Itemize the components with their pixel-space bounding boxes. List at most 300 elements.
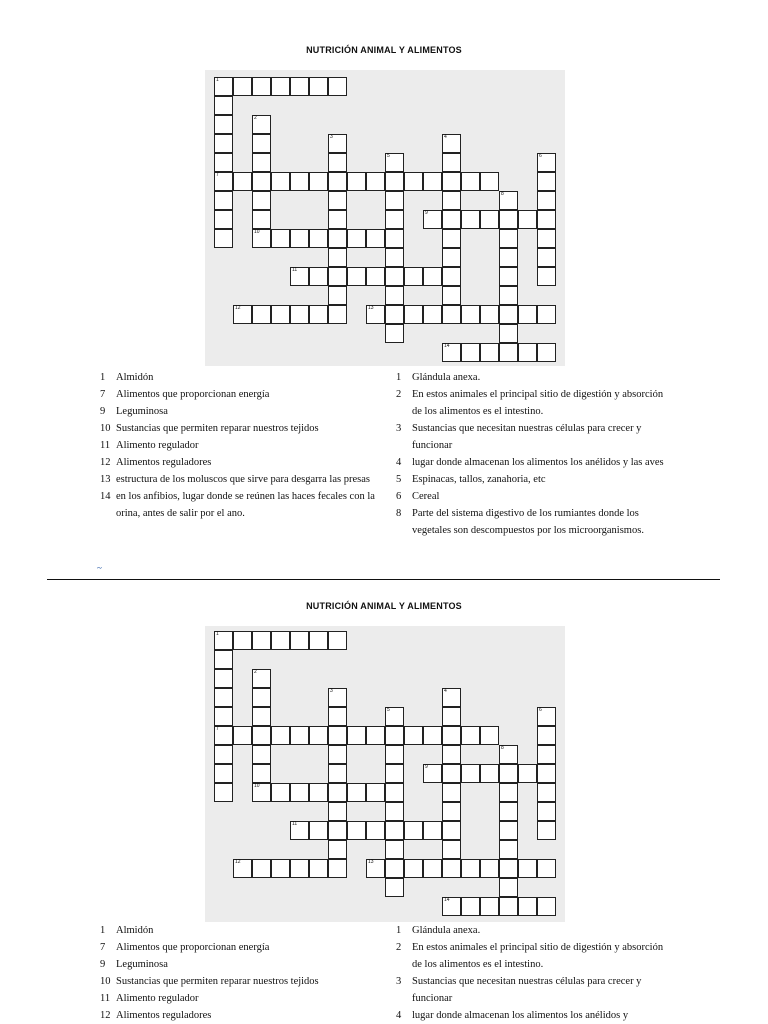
crossword-cell[interactable]	[385, 229, 404, 248]
clue-number: 14	[100, 491, 111, 502]
crossword-cell[interactable]	[442, 897, 461, 916]
crossword-cell[interactable]	[309, 229, 328, 248]
crossword-cell[interactable]	[423, 305, 442, 324]
crossword-cell[interactable]	[537, 802, 556, 821]
crossword-cell[interactable]	[328, 267, 347, 286]
clue-item	[100, 488, 390, 522]
crossword-cell[interactable]	[442, 134, 461, 153]
clue-number: 2	[396, 942, 402, 953]
crossword-cell[interactable]	[537, 229, 556, 248]
cell-number: 5	[387, 153, 390, 159]
crossword-cell[interactable]	[328, 286, 347, 305]
crossword-cell[interactable]	[423, 210, 442, 229]
crossword-cell[interactable]	[328, 764, 347, 783]
crossword-cell[interactable]	[442, 267, 461, 286]
crossword-cell[interactable]	[252, 764, 271, 783]
clue-text: Sustancias que necesitan nuestras células para crecer y funcionar	[412, 423, 642, 451]
crossword-cell[interactable]	[442, 305, 461, 324]
crossword-cell[interactable]	[385, 172, 404, 191]
crossword-cell[interactable]	[404, 172, 423, 191]
crossword-cell[interactable]	[290, 859, 309, 878]
crossword-cell[interactable]	[423, 267, 442, 286]
crossword-cell[interactable]	[214, 153, 233, 172]
crossword-cell[interactable]	[499, 210, 518, 229]
crossword-cell[interactable]	[214, 191, 233, 210]
crossword-cell[interactable]	[214, 229, 233, 248]
crossword-cell[interactable]	[461, 172, 480, 191]
crossword-cell[interactable]	[290, 172, 309, 191]
clue-item	[100, 973, 390, 990]
clue-text: Leguminosa	[116, 959, 168, 970]
crossword-cell[interactable]	[404, 859, 423, 878]
crossword-cell[interactable]	[252, 229, 271, 248]
crossword-cell[interactable]	[518, 343, 537, 362]
cell-number: 7	[216, 726, 219, 732]
clue-text: Espinacas, tallos, zanahoria, etc	[412, 474, 546, 485]
crossword-cell[interactable]	[442, 248, 461, 267]
crossword-cell[interactable]	[537, 745, 556, 764]
crossword-cell[interactable]	[366, 821, 385, 840]
crossword-cell[interactable]	[518, 210, 537, 229]
crossword-cell[interactable]	[214, 77, 233, 96]
crossword-cell[interactable]	[328, 745, 347, 764]
clue-text: Alimentos reguladores	[116, 457, 212, 468]
crossword-cell[interactable]	[499, 267, 518, 286]
crossword-cell[interactable]	[366, 172, 385, 191]
crossword-cell[interactable]	[442, 210, 461, 229]
clue-item	[396, 488, 671, 505]
crossword-cell[interactable]	[347, 172, 366, 191]
crossword-cell[interactable]	[461, 764, 480, 783]
crossword-cell[interactable]	[290, 77, 309, 96]
across-clues	[100, 369, 390, 522]
crossword-cell[interactable]	[366, 726, 385, 745]
crossword-cell[interactable]	[309, 172, 328, 191]
crossword-cell[interactable]	[328, 802, 347, 821]
crossword-cell[interactable]	[385, 802, 404, 821]
crossword-cell[interactable]	[233, 859, 252, 878]
cell-number: 2	[254, 669, 257, 675]
clue-number: 2	[396, 389, 402, 400]
crossword-cell[interactable]	[499, 191, 518, 210]
crossword-cell[interactable]	[499, 859, 518, 878]
crossword-cell[interactable]	[537, 153, 556, 172]
crossword-cell[interactable]	[461, 859, 480, 878]
crossword-cell[interactable]	[328, 172, 347, 191]
crossword-cell[interactable]	[537, 172, 556, 191]
crossword-cell[interactable]	[461, 726, 480, 745]
crossword-cell[interactable]	[271, 172, 290, 191]
clue-item	[396, 973, 671, 1007]
clue-text: En estos animales el principal sitio de digestión y absorción de los alimentos es el intestino.	[412, 942, 664, 970]
crossword-cell[interactable]	[385, 745, 404, 764]
crossword-cell[interactable]	[328, 153, 347, 172]
clue-number: 9	[100, 406, 106, 417]
crossword-cell[interactable]	[404, 821, 423, 840]
crossword-cell[interactable]	[347, 783, 366, 802]
crossword-cell[interactable]	[537, 248, 556, 267]
crossword-cell[interactable]	[233, 631, 252, 650]
crossword-cell[interactable]	[309, 305, 328, 324]
crossword-cell[interactable]	[252, 745, 271, 764]
clue-item	[396, 939, 671, 973]
cell-number: 8	[501, 191, 504, 197]
clue-number: 8	[396, 508, 402, 519]
clue-text: Sustancias que permiten reparar nuestros tejidos	[116, 976, 319, 987]
crossword-cell[interactable]	[499, 764, 518, 783]
crossword-cell[interactable]	[328, 783, 347, 802]
clue-text: Alimentos que proporcionan energía	[116, 942, 270, 953]
crossword-cell[interactable]	[328, 191, 347, 210]
crossword-cell[interactable]	[214, 172, 233, 191]
clue-text: Alimento regulador	[116, 993, 199, 1004]
crossword-cell[interactable]	[233, 77, 252, 96]
clue-item	[100, 956, 390, 973]
clue-item	[100, 939, 390, 956]
crossword-cell[interactable]	[499, 783, 518, 802]
crossword-cell[interactable]	[442, 783, 461, 802]
crossword-cell[interactable]	[537, 343, 556, 362]
crossword-cell[interactable]	[290, 631, 309, 650]
crossword-cell[interactable]	[214, 745, 233, 764]
crossword-cell[interactable]	[385, 286, 404, 305]
crossword-cell[interactable]	[328, 134, 347, 153]
crossword-cell[interactable]	[252, 210, 271, 229]
cell-number: 5	[387, 707, 390, 713]
cell-number: 1	[216, 631, 219, 637]
crossword-cell[interactable]	[461, 210, 480, 229]
crossword-cell[interactable]	[328, 229, 347, 248]
down-clues	[396, 369, 671, 539]
clue-item	[100, 990, 390, 1007]
clue-text: en los anfibios, lugar donde se reúnen las haces fecales con la orina, antes de salir por el ano.	[116, 491, 375, 519]
page-title-copy: NUTRICIÓN ANIMAL Y ALIMENTOS	[306, 601, 462, 611]
crossword-cell[interactable]	[233, 172, 252, 191]
crossword-cell[interactable]	[442, 821, 461, 840]
crossword-cell[interactable]	[442, 726, 461, 745]
cell-number: 1	[216, 77, 219, 83]
cell-number: 6	[539, 707, 542, 713]
crossword-cell[interactable]	[442, 764, 461, 783]
crossword-cell[interactable]	[252, 77, 271, 96]
clue-text: Almidón	[116, 925, 154, 936]
cell-number: 3	[330, 134, 333, 140]
crossword-cell[interactable]	[499, 343, 518, 362]
crossword-cell[interactable]	[252, 172, 271, 191]
clue-item	[100, 922, 390, 939]
crossword-cell[interactable]	[537, 821, 556, 840]
crossword-cell[interactable]	[385, 305, 404, 324]
crossword-cell[interactable]	[442, 745, 461, 764]
clue-number: 1	[396, 372, 402, 383]
clue-number: 6	[396, 491, 402, 502]
cell-number: 11	[292, 821, 298, 827]
clue-item	[396, 386, 671, 420]
crossword-cell[interactable]	[233, 726, 252, 745]
crossword-cell[interactable]	[385, 707, 404, 726]
clue-item	[396, 454, 671, 471]
clue-item	[396, 922, 671, 939]
crossword-cell[interactable]	[252, 783, 271, 802]
crossword-cell[interactable]	[537, 783, 556, 802]
crossword-cell[interactable]	[537, 764, 556, 783]
crossword-cell[interactable]	[347, 726, 366, 745]
crossword-cell[interactable]	[252, 191, 271, 210]
cell-number: 12	[235, 305, 241, 311]
crossword-cell[interactable]	[442, 802, 461, 821]
crossword-cell[interactable]	[309, 267, 328, 286]
crossword-cell[interactable]	[385, 153, 404, 172]
crossword-cell[interactable]	[252, 153, 271, 172]
crossword-cell[interactable]	[499, 897, 518, 916]
clue-text: Alimento regulador	[116, 440, 199, 451]
crossword-cell[interactable]	[252, 707, 271, 726]
crossword-cell[interactable]	[328, 248, 347, 267]
crossword-cell[interactable]	[214, 726, 233, 745]
crossword-cell[interactable]	[366, 229, 385, 248]
crossword-cell[interactable]	[423, 764, 442, 783]
crossword-cell[interactable]	[252, 688, 271, 707]
crossword-cell[interactable]	[537, 210, 556, 229]
crossword-cell[interactable]	[499, 324, 518, 343]
crossword-cell[interactable]	[385, 210, 404, 229]
crossword-cell[interactable]	[499, 878, 518, 897]
crossword-cell[interactable]	[366, 267, 385, 286]
crossword-cell[interactable]	[309, 631, 328, 650]
crossword-cell[interactable]	[518, 305, 537, 324]
crossword-cell[interactable]	[442, 153, 461, 172]
crossword-cell[interactable]	[366, 305, 385, 324]
crossword-cell[interactable]	[328, 688, 347, 707]
crossword-cell[interactable]	[252, 305, 271, 324]
crossword-cell[interactable]	[252, 134, 271, 153]
clue-number: 4	[396, 1010, 402, 1021]
crossword-cell[interactable]	[423, 821, 442, 840]
crossword-cell[interactable]	[537, 897, 556, 916]
crossword-cell[interactable]	[385, 267, 404, 286]
crossword-cell[interactable]	[499, 821, 518, 840]
crossword-cell[interactable]	[537, 859, 556, 878]
crossword-cell[interactable]	[499, 745, 518, 764]
crossword-cell[interactable]	[518, 897, 537, 916]
crossword-cell[interactable]	[423, 172, 442, 191]
clue-item	[100, 386, 390, 403]
crossword-cell[interactable]	[442, 707, 461, 726]
crossword-cell[interactable]	[480, 764, 499, 783]
crossword-cell[interactable]	[328, 210, 347, 229]
crossword-cell[interactable]	[366, 859, 385, 878]
crossword-cell[interactable]	[537, 267, 556, 286]
crossword-cell[interactable]	[309, 859, 328, 878]
crossword-cell[interactable]	[271, 859, 290, 878]
clue-text: lugar donde almacenan los alimentos los anélidos y las aves	[412, 457, 664, 468]
crossword-cell[interactable]	[518, 764, 537, 783]
crossword-cell[interactable]	[309, 821, 328, 840]
crossword-cell[interactable]	[214, 650, 233, 669]
cell-number: 4	[444, 688, 447, 694]
clue-number: 5	[396, 474, 402, 485]
crossword-cell[interactable]	[271, 726, 290, 745]
crossword-cell[interactable]	[309, 77, 328, 96]
crossword-cell[interactable]	[537, 191, 556, 210]
crossword-cell[interactable]	[290, 305, 309, 324]
crossword-cell[interactable]	[480, 343, 499, 362]
crossword-cell[interactable]	[252, 859, 271, 878]
crossword-cell[interactable]	[385, 783, 404, 802]
crossword-cell[interactable]	[442, 343, 461, 362]
crossword-cell[interactable]	[214, 783, 233, 802]
clue-number: 10	[100, 423, 111, 434]
crossword-cell[interactable]	[423, 859, 442, 878]
crossword-cell[interactable]	[214, 707, 233, 726]
crossword-cell[interactable]	[385, 191, 404, 210]
page-divider	[47, 579, 720, 580]
crossword-cell[interactable]	[290, 821, 309, 840]
clue-item	[100, 1007, 390, 1024]
crossword-cell[interactable]	[328, 840, 347, 859]
cell-number: 11	[292, 267, 298, 273]
crossword-cell[interactable]	[271, 783, 290, 802]
crossword-cell[interactable]	[461, 305, 480, 324]
crossword-cell[interactable]	[480, 897, 499, 916]
crossword-cell[interactable]	[252, 726, 271, 745]
clue-number: 11	[100, 993, 111, 1004]
crossword-cell[interactable]	[214, 688, 233, 707]
clue-number: 3	[396, 423, 402, 434]
crossword-cell[interactable]	[537, 305, 556, 324]
crossword-cell[interactable]	[385, 840, 404, 859]
crossword-cell[interactable]	[537, 707, 556, 726]
crossword-cell[interactable]	[404, 726, 423, 745]
crossword-cell[interactable]	[385, 248, 404, 267]
crossword-cell[interactable]	[499, 305, 518, 324]
clue-text: Sustancias que necesitan nuestras células para crecer y funcionar	[412, 976, 642, 1004]
crossword-cell[interactable]	[233, 305, 252, 324]
crossword-cell[interactable]	[404, 305, 423, 324]
clue-text: En estos animales el principal sitio de digestión y absorción de los alimentos es el intestino.	[412, 389, 664, 417]
clue-number: 12	[100, 1010, 111, 1021]
crossword-cell[interactable]	[385, 878, 404, 897]
crossword-cell[interactable]	[214, 134, 233, 153]
crossword-cell[interactable]	[480, 210, 499, 229]
clue-item	[396, 420, 671, 454]
clue-number: 7	[100, 942, 106, 953]
crossword-cell[interactable]	[499, 286, 518, 305]
cell-number: 4	[444, 134, 447, 140]
crossword-cell[interactable]	[271, 77, 290, 96]
crossword-cell[interactable]	[328, 859, 347, 878]
crossword-cell[interactable]	[347, 229, 366, 248]
crossword-cell[interactable]	[328, 821, 347, 840]
crossword-cell[interactable]	[290, 726, 309, 745]
crossword-cell[interactable]	[385, 726, 404, 745]
crossword-cell[interactable]	[328, 305, 347, 324]
crossword-cell[interactable]	[442, 172, 461, 191]
crossword-cell[interactable]	[347, 821, 366, 840]
clue-number: 13	[100, 474, 111, 485]
down-clues-copy	[396, 922, 671, 1024]
crossword-cell[interactable]	[328, 631, 347, 650]
crossword-cell[interactable]	[290, 783, 309, 802]
crossword-cell[interactable]	[271, 305, 290, 324]
crossword-cell[interactable]	[309, 726, 328, 745]
clue-item	[396, 1007, 671, 1024]
crossword-cell[interactable]	[328, 726, 347, 745]
crossword-cell[interactable]	[385, 821, 404, 840]
crossword-cell[interactable]	[518, 859, 537, 878]
crossword-cell[interactable]	[385, 859, 404, 878]
cell-number: 13	[368, 305, 374, 311]
crossword-cell[interactable]	[271, 631, 290, 650]
crossword-cell[interactable]	[480, 172, 499, 191]
crossword-cell[interactable]	[404, 267, 423, 286]
crossword-cell[interactable]	[214, 669, 233, 688]
page-title: NUTRICIÓN ANIMAL Y ALIMENTOS	[306, 45, 462, 55]
crossword-cell[interactable]	[214, 115, 233, 134]
crossword-cell[interactable]	[385, 324, 404, 343]
crossword-cell[interactable]	[461, 343, 480, 362]
crossword-cell[interactable]	[480, 305, 499, 324]
crossword-cell[interactable]	[442, 286, 461, 305]
cell-number: 12	[235, 859, 241, 865]
crossword-cell[interactable]	[461, 897, 480, 916]
crossword-cell[interactable]	[442, 840, 461, 859]
crossword-cell[interactable]	[442, 229, 461, 248]
crossword-cell[interactable]	[442, 191, 461, 210]
clue-number: 11	[100, 440, 111, 451]
crossword-cell[interactable]	[214, 631, 233, 650]
crossword-cell[interactable]	[214, 96, 233, 115]
crossword-cell[interactable]	[499, 840, 518, 859]
crossword-cell[interactable]	[347, 267, 366, 286]
clue-number: 7	[100, 389, 106, 400]
crossword-cell[interactable]	[290, 229, 309, 248]
crossword-cell[interactable]	[309, 783, 328, 802]
crossword-cell[interactable]	[252, 115, 271, 134]
crossword-cell[interactable]	[537, 726, 556, 745]
cell-number: 3	[330, 688, 333, 694]
clue-text: Almidón	[116, 372, 154, 383]
cell-number: 13	[368, 859, 374, 865]
clue-item	[100, 369, 390, 386]
crossword-cell[interactable]	[290, 267, 309, 286]
crossword-cell[interactable]	[252, 631, 271, 650]
crossword-cell[interactable]	[480, 726, 499, 745]
crossword-cell[interactable]	[214, 764, 233, 783]
crossword-cell[interactable]	[366, 783, 385, 802]
crossword-cell[interactable]	[252, 669, 271, 688]
clue-text: Parte del sistema digestivo de los rumiantes donde los vegetales son descompuestos por los microorganismos.	[412, 508, 644, 536]
clue-item	[396, 369, 671, 386]
crossword-cell[interactable]	[423, 726, 442, 745]
crossword-cell[interactable]	[499, 229, 518, 248]
clue-item	[100, 437, 390, 454]
crossword-cell[interactable]	[499, 802, 518, 821]
crossword-cell[interactable]	[328, 77, 347, 96]
clue-item	[100, 471, 390, 488]
crossword-cell[interactable]	[442, 859, 461, 878]
crossword-cell[interactable]	[271, 229, 290, 248]
crossword-cell[interactable]	[480, 859, 499, 878]
clue-item	[100, 420, 390, 437]
cell-number: 6	[539, 153, 542, 159]
clue-number: 12	[100, 457, 111, 468]
crossword-cell[interactable]	[214, 210, 233, 229]
crossword-cell[interactable]	[442, 688, 461, 707]
crossword-cell[interactable]	[385, 764, 404, 783]
crossword-cell[interactable]	[499, 248, 518, 267]
crossword-cell[interactable]	[328, 707, 347, 726]
